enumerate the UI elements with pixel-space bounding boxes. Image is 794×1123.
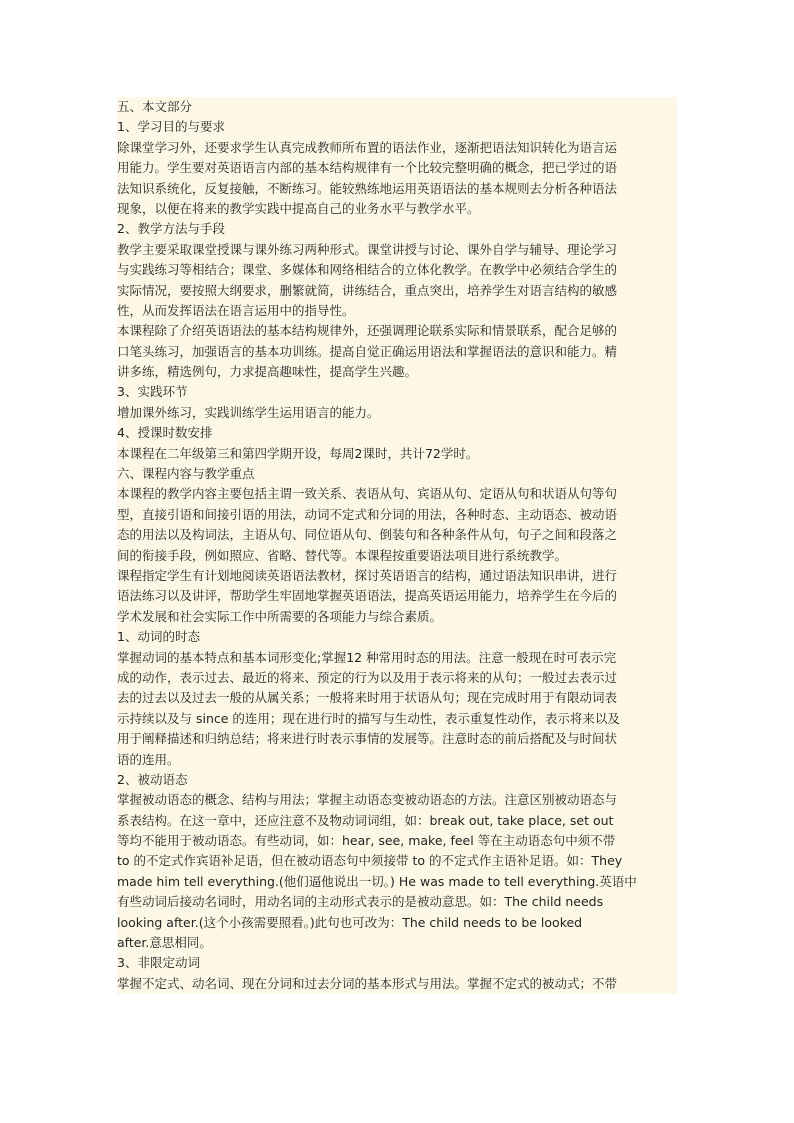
text-line: looking after.(这个小孩需要照看。)此句也可改为：The child needs to be looked (117, 913, 677, 933)
text-line: 掌握不定式、动名词、现在分词和过去分词的基本形式与用法。掌握不定式的被动式；不带 (117, 974, 677, 994)
text-line: 性，从而发挥语法在语言运用中的指导性。 (117, 301, 677, 321)
text-line: 示持续以及与 since 的连用；现在进行时的描写与生动性，表示重复性动作，表示将来以及 (117, 709, 677, 729)
text-line: 型，直接引语和间接引语的用法，动词不定式和分词的用法，各种时态、主动语态、被动语 (117, 505, 677, 525)
text-line: 六、课程内容与教学重点 (117, 464, 677, 484)
text-line: 语的连用。 (117, 750, 677, 770)
text-line: 用能力。学生要对英语语言内部的基本结构规律有一个比较完整明确的概念，把已学过的语 (117, 158, 677, 178)
text-line: 态的用法以及构词法，主语从句、同位语从句、倒装句和各种条件从句，句子之间和段落之 (117, 525, 677, 545)
text-line: 增加课外练习，实践训练学生运用语言的能力。 (117, 403, 677, 423)
text-line: 用于阐释描述和归纳总结；将来进行时表示事情的发展等。注意时态的前后搭配及与时间状 (117, 729, 677, 749)
text-line: 3、非限定动词 (117, 953, 677, 973)
text-line: 本课程的教学内容主要包括主谓一致关系、表语从句、宾语从句、定语从句和状语从句等句 (117, 484, 677, 504)
text-line: 法知识系统化，反复接触，不断练习。能较熟练地运用英语语法的基本规则去分析各种语法 (117, 179, 677, 199)
text-line: 与实践练习等相结合；课堂、多媒体和网络相结合的立体化教学。在教学中必须结合学生的 (117, 260, 677, 280)
text-line: 本课程在二年级第三和第四学期开设，每周2课时，共计72学时。 (117, 444, 677, 464)
text-line: 口笔头练习，加强语言的基本功训练。提高自觉正确运用语法和掌握语法的意识和能力。精 (117, 342, 677, 362)
text-line: 现象，以便在将来的教学实践中提高自己的业务水平与教学水平。 (117, 199, 677, 219)
text-line: 掌握动词的基本特点和基本词形变化;掌握12 种常用时态的用法。注意一般现在时可表示完 (117, 648, 677, 668)
text-line: 本课程除了介绍英语语法的基本结构规律外，还强调理论联系实际和情景联系，配合足够的 (117, 321, 677, 341)
text-line: 系表结构。在这一章中，还应注意不及物动词词组，如：break out, take place, set out (117, 811, 677, 831)
text-line: made him tell everything.(他们逼他说出一切。) He was made to tell everything.英语中 (117, 872, 677, 892)
text-line: 1、动词的时态 (117, 627, 677, 647)
text-line: 五、本文部分 (117, 97, 677, 117)
text-line: 学术发展和社会实际工作中所需要的各项能力与综合素质。 (117, 607, 677, 627)
text-line: 1、学习目的与要求 (117, 117, 677, 137)
text-line: 掌握被动语态的概念、结构与用法；掌握主动语态变被动语态的方法。注意区别被动语态与 (117, 790, 677, 810)
document-page (117, 97, 677, 994)
text-line: after.意思相同。 (117, 933, 677, 953)
text-line: 间的衔接手段，例如照应、省略、替代等。本课程按重要语法项目进行系统教学。 (117, 546, 677, 566)
text-line: 讲多练，精选例句，力求提高趣味性，提高学生兴趣。 (117, 362, 677, 382)
text-line: 除课堂学习外，还要求学生认真完成教师所布置的语法作业，逐渐把语法知识转化为语言运 (117, 138, 677, 158)
text-line: 2、教学方法与手段 (117, 219, 677, 239)
text-line: 教学主要采取课堂授课与课外练习两种形式。课堂讲授与讨论、课外自学与辅导、理论学习 (117, 240, 677, 260)
text-line: 4、授课时数安排 (117, 423, 677, 443)
text-line: 课程指定学生有计划地阅读英语语法教材，探讨英语语言的结构，通过语法知识串讲，进行 (117, 566, 677, 586)
text-line: 成的动作，表示过去、最近的将来、预定的行为以及用于表示将来的从句；一般过去表示过 (117, 668, 677, 688)
text-line: to 的不定式作宾语补足语，但在被动语态句中须接带 to 的不定式作主语补足语。如：They (117, 851, 677, 871)
text-line: 等均不能用于被动语态。有些动词，如：hear, see, make, feel 等在主动语态句中须不带 (117, 831, 677, 851)
text-line: 有些动词后接动名词时，用动名词的主动形式表示的是被动意思。如：The child needs (117, 892, 677, 912)
text-line: 去的过去以及过去一般的从属关系；一般将来时用于状语从句；现在完成时用于有限动词表 (117, 688, 677, 708)
text-line: 语法练习以及讲评，帮助学生牢固地掌握英语语法，提高英语运用能力，培养学生在今后的 (117, 586, 677, 606)
text-line: 实际情况，要按照大纲要求，删繁就简，讲练结合，重点突出，培养学生对语言结构的敏感 (117, 281, 677, 301)
text-line: 2、被动语态 (117, 770, 677, 790)
text-line: 3、实践环节 (117, 382, 677, 402)
